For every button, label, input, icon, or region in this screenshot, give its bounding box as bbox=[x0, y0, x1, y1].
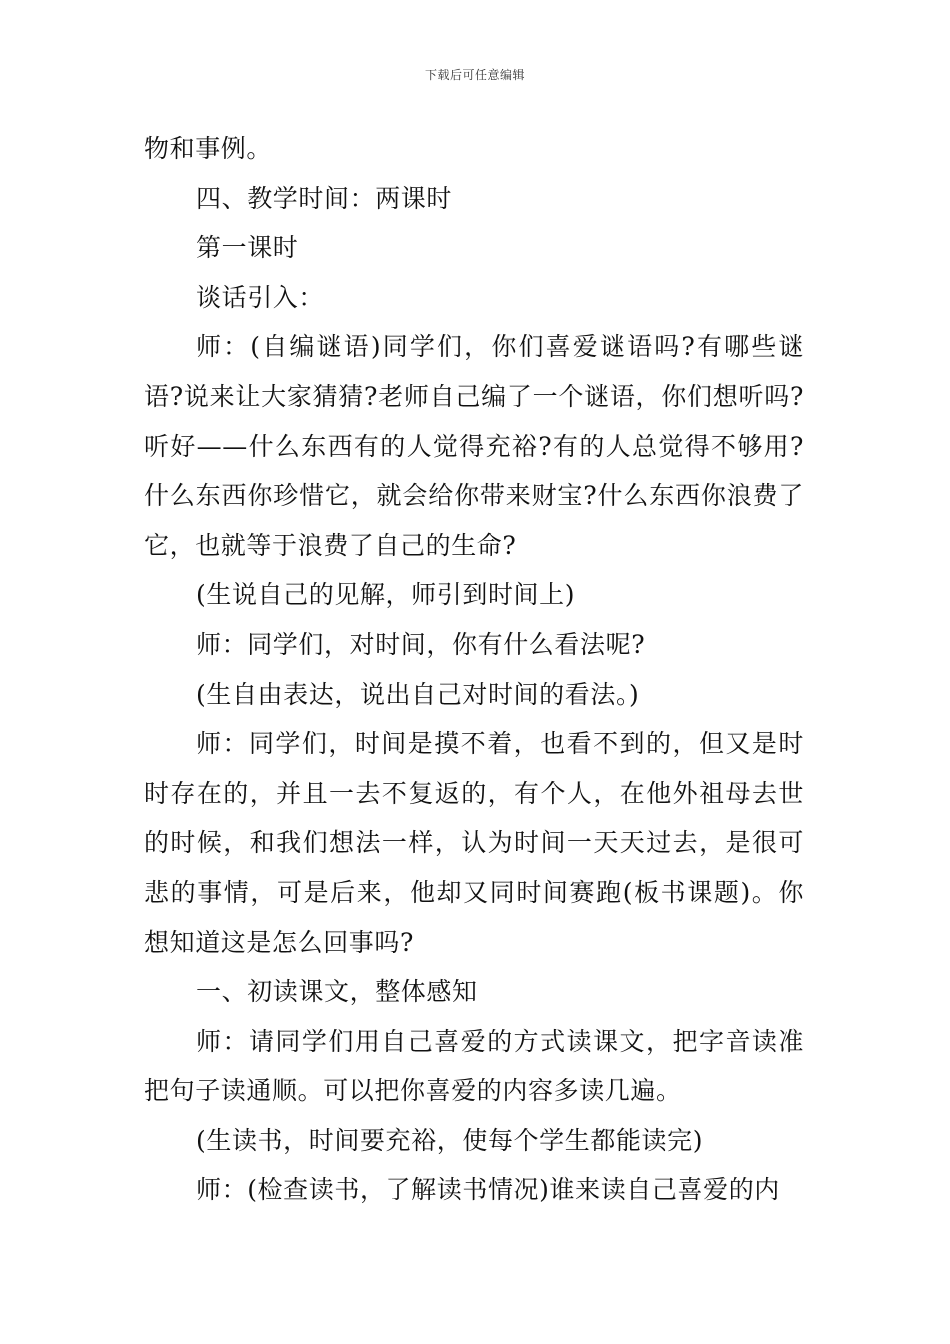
subsection-heading: 谈话引入： bbox=[196, 282, 325, 312]
paragraph: 师：同学们，对时间，你有什么看法呢? bbox=[196, 629, 646, 659]
section-heading: 一、初读课文，整体感知 bbox=[196, 977, 478, 1007]
paragraph: 物和事例。 bbox=[144, 134, 273, 163]
page-header: 下载后可任意编辑 bbox=[424, 68, 525, 82]
paragraph: 师：(自编谜语)同学们，你们喜爱谜语吗?有哪些谜语?说来让大家猜猜?老师自己编了一个谜语，你们想听吗?听好——什么东西有的人觉得充裕?有的人总觉得不够用?什么东西你珍惜它，就会给你带来财宝?什么东西你浪费了它，也就等于浪费了自己的生命? bbox=[144, 332, 804, 560]
paragraph: 师：同学们，时间是摸不着，也看不到的，但又是时时存在的，并且一去不复返的，有个人，在他外祖母去世的时候，和我们想法一样，认为时间一天天过去，是很可悲的事情，可是后来，他却又同时间赛跑(板书课题)。你想知道这是怎么回事吗? bbox=[144, 729, 804, 957]
paragraph: (生说自己的见解，师引到时间上) bbox=[196, 580, 576, 610]
paragraph: (生自由表达，说出自己对时间的看法。) bbox=[196, 679, 640, 709]
lesson-heading: 第一课时 bbox=[196, 233, 299, 263]
paragraph: 师：(检查读书，了解读书情况)谁来读自己喜爱的内 bbox=[196, 1175, 780, 1205]
paragraph: (生读书，时间要充裕，使每个学生都能读完) bbox=[196, 1125, 704, 1155]
document-body bbox=[144, 124, 804, 1215]
section-heading: 四、教学时间：两课时 bbox=[196, 183, 453, 213]
paragraph: 师：请同学们用自己喜爱的方式读课文，把字音读准把句子读通顺。可以把你喜爱的内容多读几遍。 bbox=[144, 1026, 804, 1106]
